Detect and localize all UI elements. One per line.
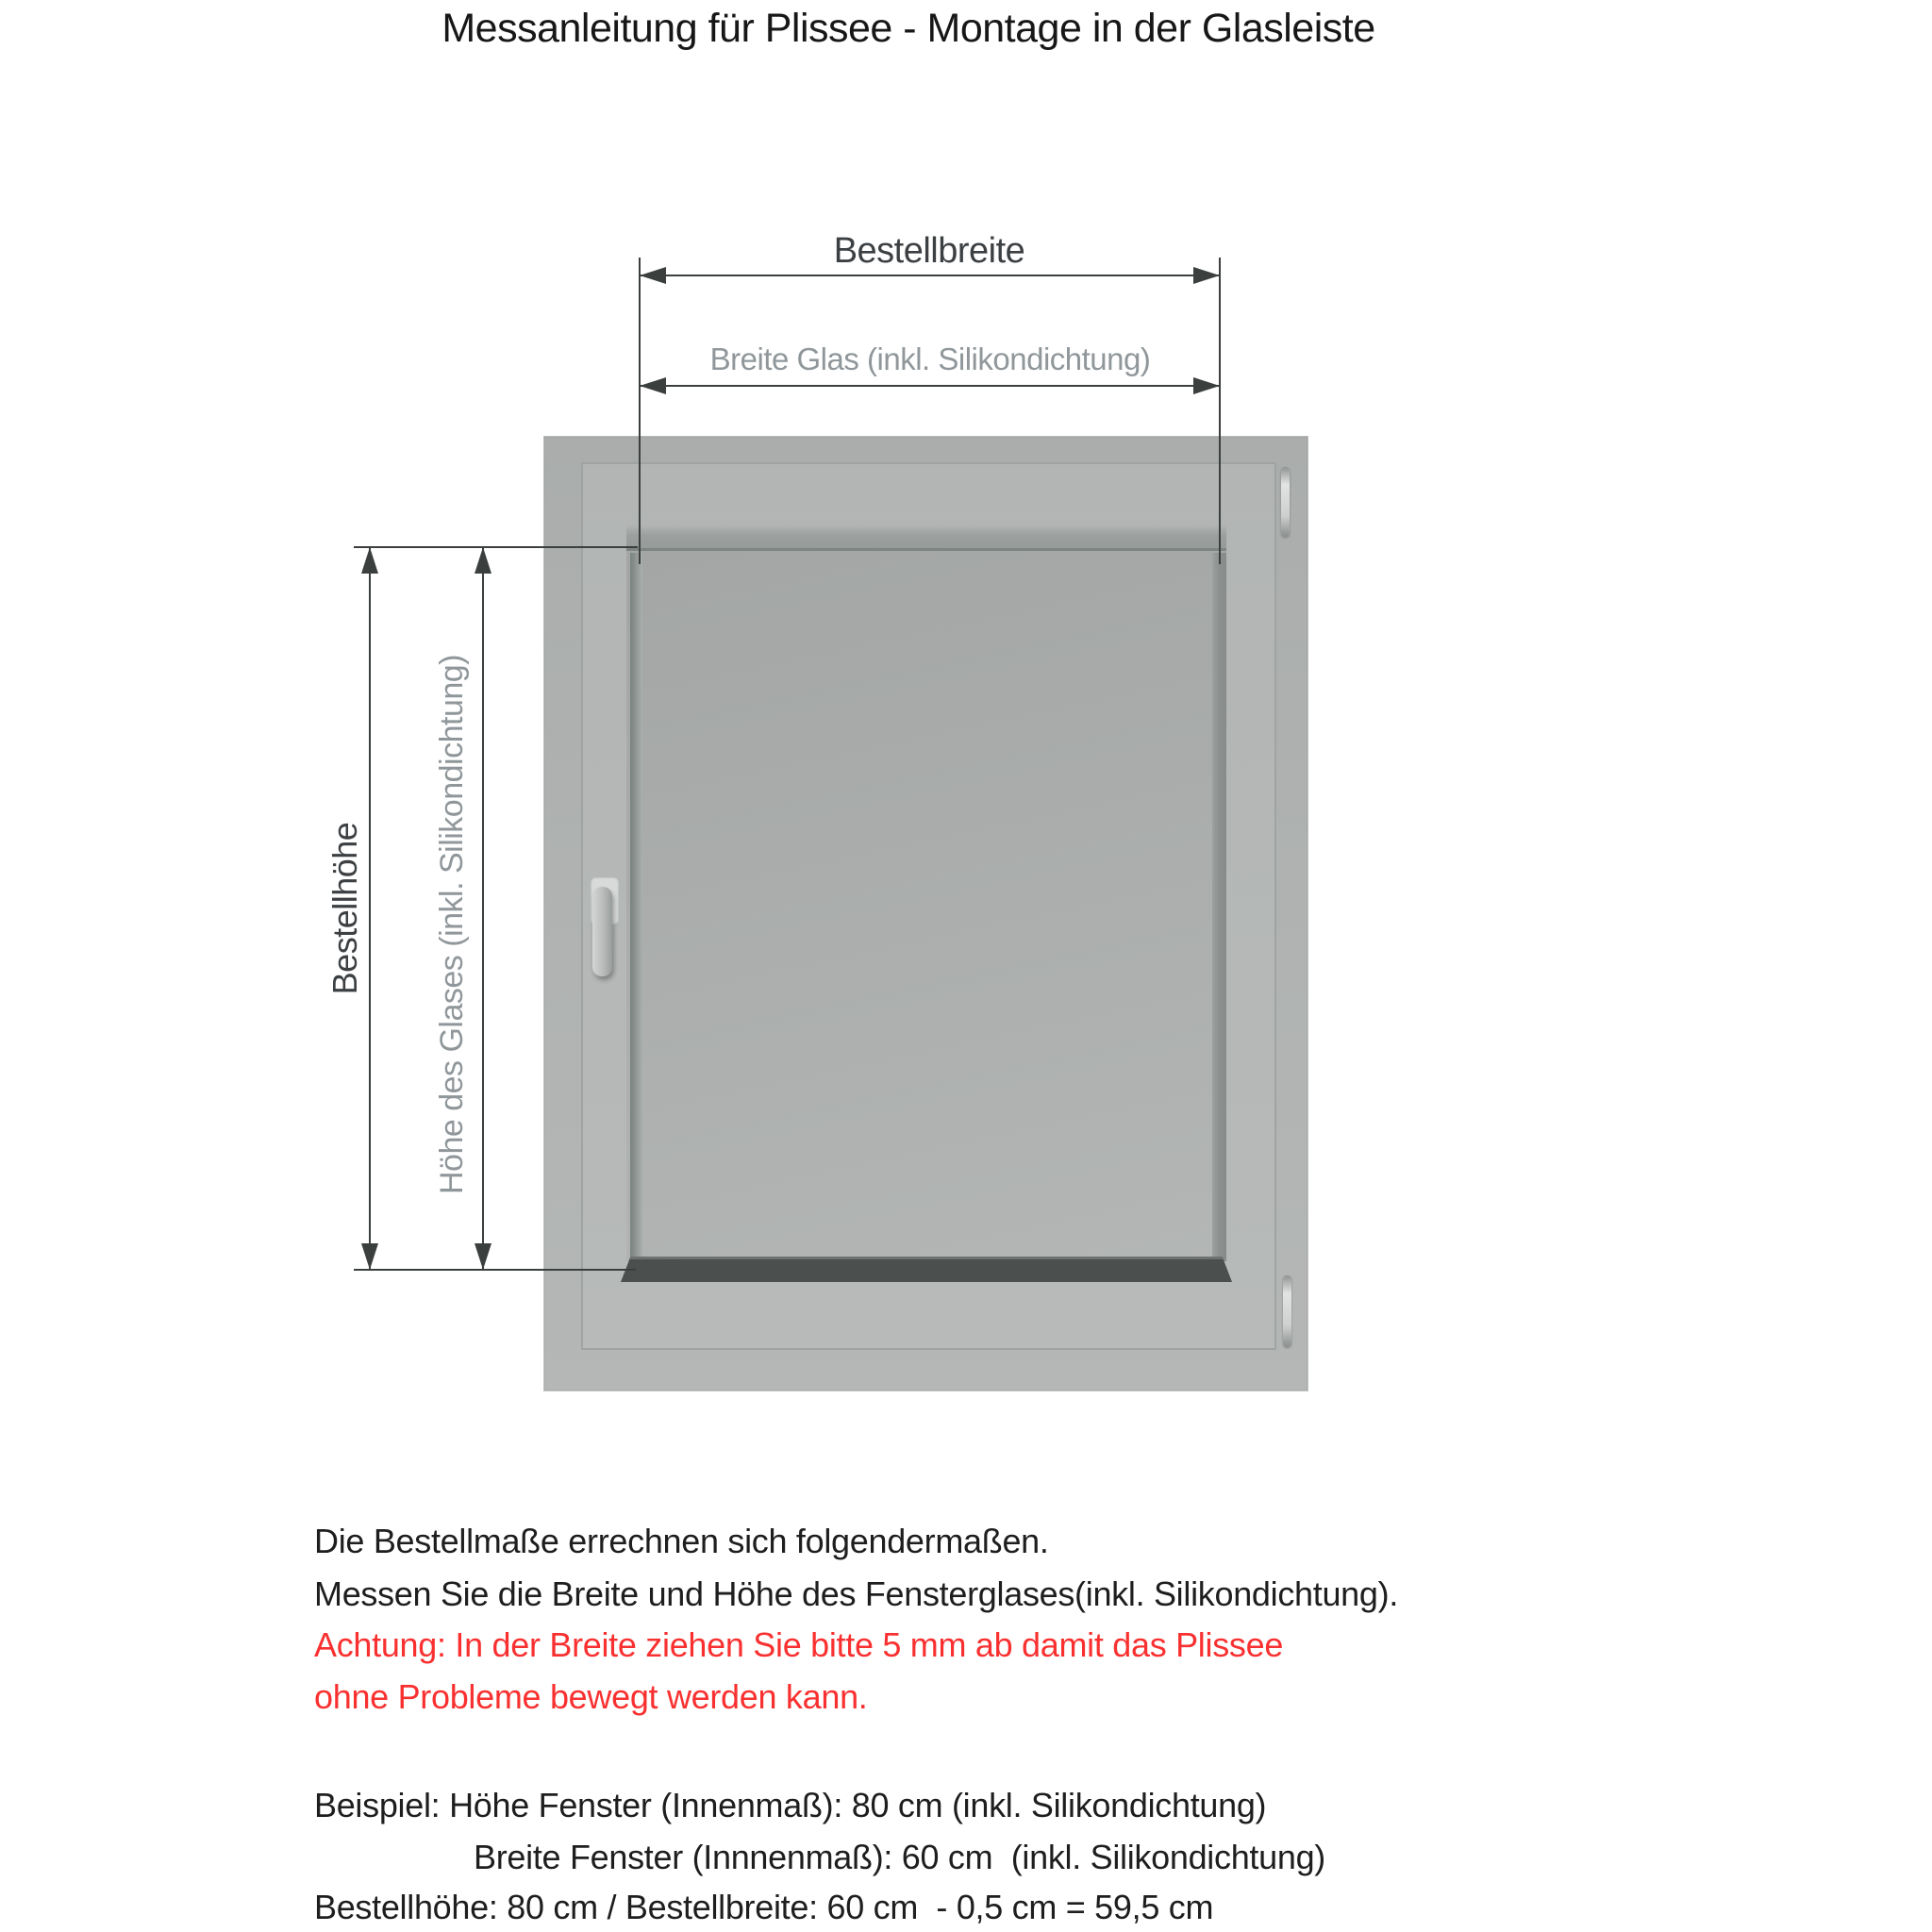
warning-line-1: Achtung: In der Breite ziehen Sie bitte 5 mm ab damit das Plissee: [314, 1625, 1284, 1664]
glass-bevel-left: [630, 553, 642, 1261]
glass-pane: [626, 551, 1226, 1261]
glass-height-label: Höhe des Glases (inkl. Silikondichtung): [434, 654, 470, 1195]
instruction-line-2: Messen Sie die Breite und Höhe des Fensterglases(inkl. Silikondichtung).: [314, 1574, 1399, 1613]
warning-line-2: ohne Probleme bewegt werden kann.: [314, 1677, 868, 1716]
order-height-label: Bestellhöhe: [325, 822, 364, 995]
example-line-2: Breite Fenster (Innnenmaß): 60 cm (inkl. Silikondichtung): [474, 1838, 1325, 1876]
glass-width-label: Breite Glas (inkl. Silikondichtung): [709, 341, 1151, 376]
example-line-1: Beispiel: Höhe Fenster (Innenmaß): 80 cm (inkl. Silikondichtung): [314, 1786, 1267, 1824]
page-title: Messanleitung für Plissee - Montage in der Glasleiste: [441, 6, 1375, 51]
glass-unit: [626, 525, 1226, 1282]
hinge-top: [1281, 467, 1290, 537]
glazing-bead-bottom: [621, 1257, 1232, 1282]
instruction-line-1: Die Bestellmaße errechnen sich folgendermaßen.: [314, 1522, 1049, 1560]
order-width-label: Bestellbreite: [833, 231, 1025, 271]
hinge-bottom: [1283, 1275, 1291, 1347]
window-handle-lever: [592, 887, 612, 976]
glazing-bead-top: [626, 525, 1226, 551]
example-line-3: Bestellhöhe: 80 cm / Bestellbreite: 60 cm - 0,5 cm = 59,5 cm: [314, 1888, 1214, 1926]
window-frame: [543, 436, 1308, 1391]
glass-bevel-right: [1212, 553, 1226, 1261]
